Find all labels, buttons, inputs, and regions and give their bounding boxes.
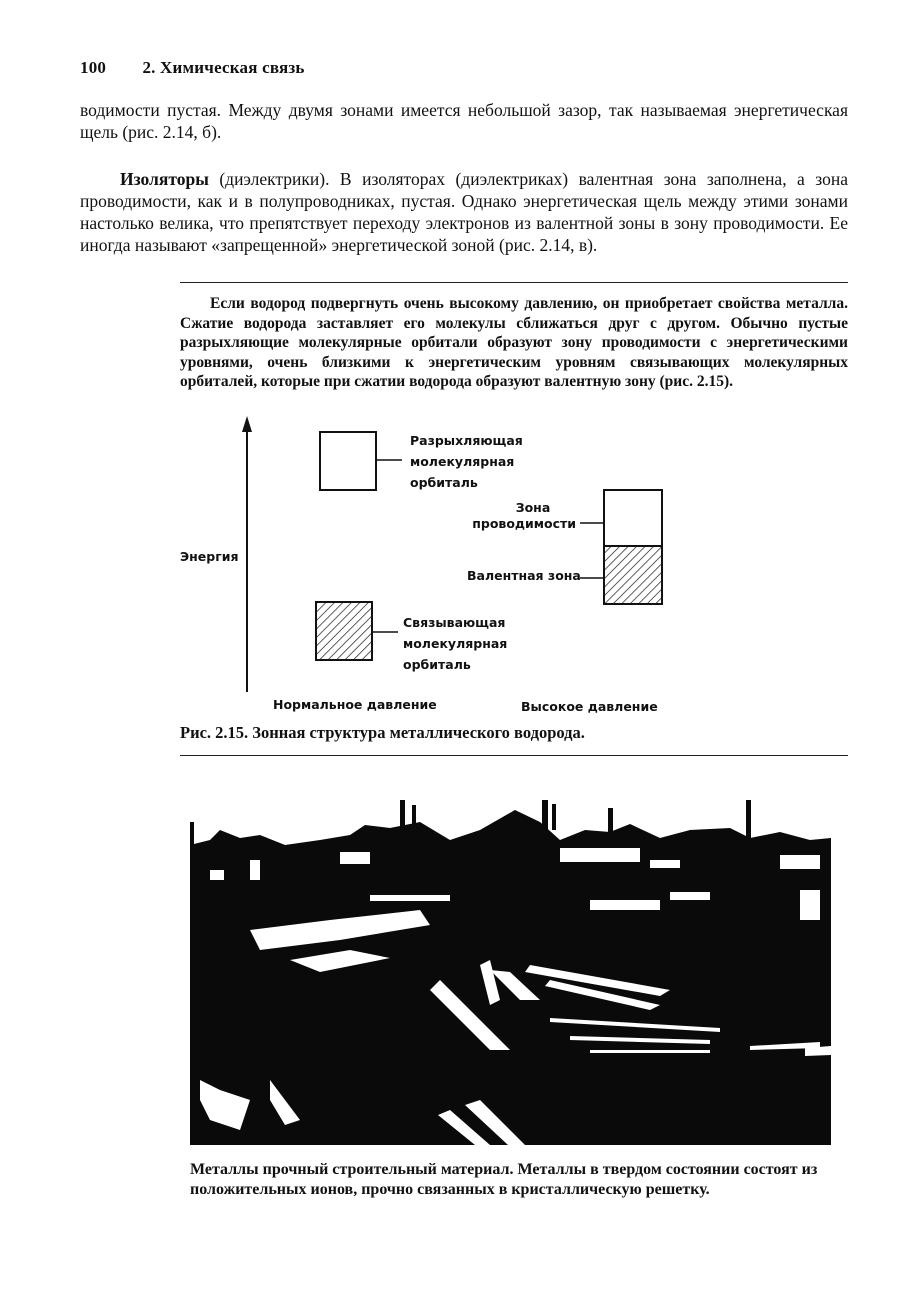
term-insulators: Изоляторы [120,169,209,189]
energy-axis-arrow-icon [242,416,252,432]
valence-band-box [604,546,662,604]
bonding-label [403,612,507,675]
bonding-label-line3: орбиталь [403,657,471,672]
bonding-orbital-box [316,602,372,660]
normal-pressure-label: Нормальное давление [273,697,437,712]
page-number: 100 [80,58,107,77]
conduction-label [470,500,576,532]
bonding-label-line1: Связывающая [403,615,506,630]
photo-caption: Металлы прочный строительный материал. Металлы в твердом состоянии состоят из положительных ионов, прочно связанных в кристаллическую решетку. [190,1161,818,1198]
antibonding-label-line1: Разрыхляющая [410,433,523,448]
chapter-title: 2. Химическая связь [142,58,305,77]
paragraph-insulators [80,168,848,256]
paragraph-continuation: водимости пустая. Между двумя зонами имеется небольшой зазор, так называемая энергетическая щель (рис. 2.14, б). [80,100,848,142]
running-header [80,58,305,78]
figure-caption: Рис. 2.15. Зонная структура металлического водорода. [180,723,585,742]
conduction-band-box [604,490,662,546]
bonding-label-line2: молекулярная [403,636,508,651]
antibonding-label [410,430,523,493]
antibonding-label-line3: орбиталь [410,475,478,490]
paragraph-insulators-text: (диэлектрики). В изоляторах (диэлектриках) валентная зона заполнена, а зона проводимости, как и в полупроводниках, пустая. Однако энергетическая щель между этими зонами настолько велика, что препятствует переходу электронов из валентной зоны в зону проводимости. Ее иногда называют «запрещенной» энергетической зоной (рис. 2.14, в). [80,169,848,255]
box-text: Если водород подвергнуть очень высокому давлению, он приобретает свойства металла. Сжатие водорода заставляет его молекулы сближаться друг с другом. Обычно пустые разрыхляющие молекулярные орбитали образуют зону проводимости с энергетическими уровнями, очень близкими к энергетическим уровням связывающих молекулярных орбиталей, которые при сжатии водорода образуют валентную зону (рис. 2.15). [180,295,848,390]
box-top-rule [180,282,848,283]
box-bottom-rule [180,755,848,756]
valence-label: Валентная зона [467,568,581,583]
conduction-label-line1: Зона [515,500,551,515]
conduction-label-line2: проводимости [472,516,576,531]
antibonding-label-line2: молекулярная [410,454,515,469]
energy-label: Энергия [180,549,239,564]
photo-steel-construction [190,800,831,1145]
antibonding-orbital-box [320,432,376,490]
high-pressure-label: Высокое давление [521,699,658,714]
